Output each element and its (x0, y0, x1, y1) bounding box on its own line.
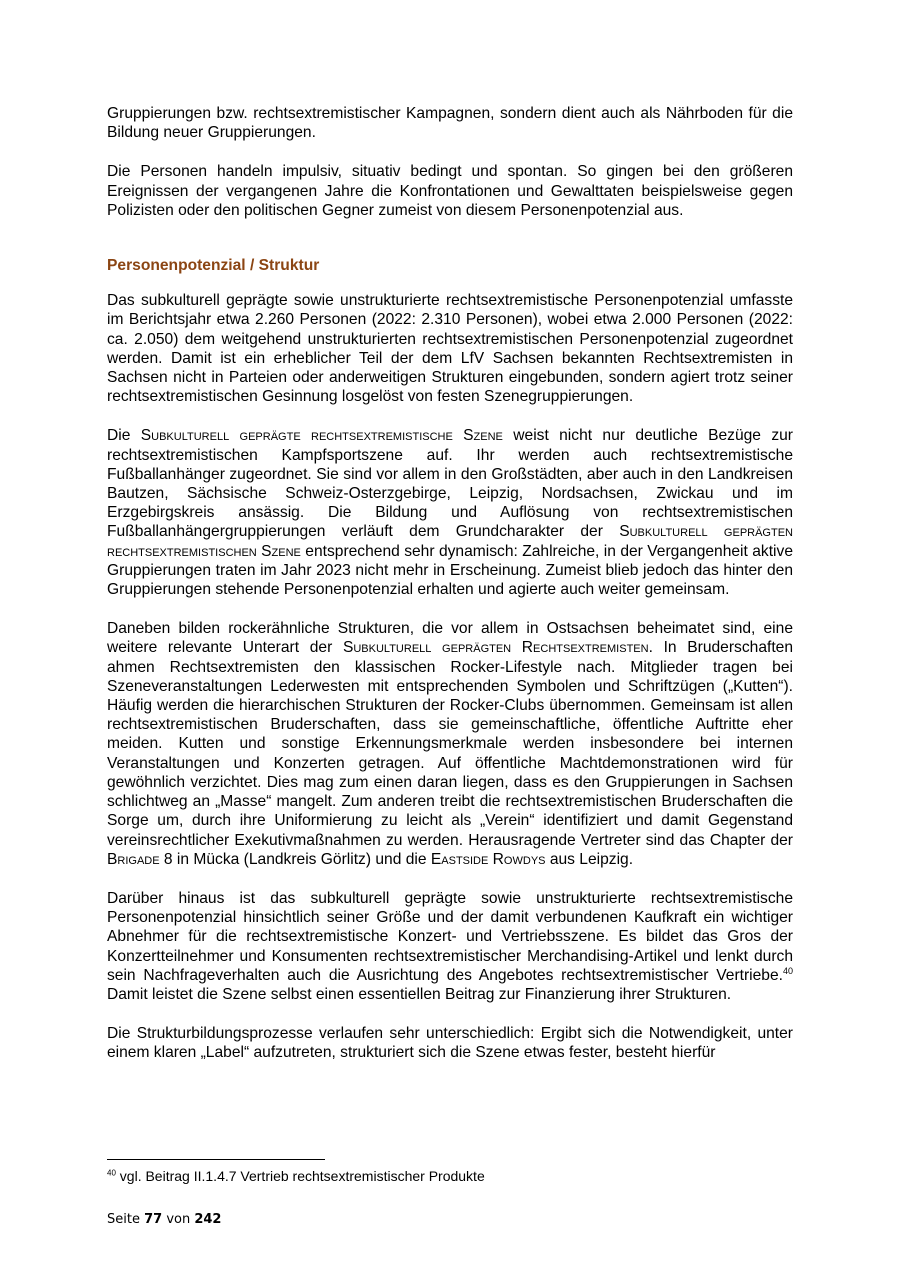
paragraph-5-text: Daneben bilden rockerähnliche Strukturen, die vor allem in Ostsachsen beheimatet sind, eine weitere relevante Unterart der (107, 620, 793, 657)
group-name: Brigade 8 (107, 850, 173, 868)
footnote-number: 40 (107, 1168, 116, 1178)
paragraph-6-text: Damit leistet die Szene selbst einen essentiellen Beitrag zur Finanzierung ihrer Strukturen. (107, 985, 732, 1003)
scene-term: Subkulturell geprägte rechtsextremistische Szene (140, 427, 503, 445)
paragraph-5-text: aus Leipzig. (545, 850, 634, 868)
page-label: Seite (107, 1212, 145, 1227)
paragraph-4-text: Die (107, 427, 141, 445)
current-page: 77 (144, 1212, 163, 1227)
paragraph-1: Gruppierungen bzw. rechtsextremistischer Kampagnen, sondern dient auch als Nährboden für die Bildung neuer Gruppierungen. (107, 105, 793, 142)
footnote-divider (107, 1159, 325, 1160)
paragraph-4-text: entsprechend sehr dynamisch: Zahlreiche, in der Vergangenheit aktive Gruppierungen traten im Jahr 2023 nicht mehr in Erscheinung. Zumeist blieb jedoch das hinter den Gruppierungen stehende Personenpotenzial erhalten und agierte auch weiter gemeinsam. (107, 542, 793, 599)
paragraph-3: Das subkulturell geprägte sowie unstrukturierte rechtsextremistische Personenpotenzial umfasste im Berichtsjahr etwa 2.260 Personen (2022: 2.310 Personen), wobei etwa 2.000 Personen (2022: ca. 2.050) dem weitgehend unstrukturierten rechtsextremistischen Personenpotenzial zugeordnet werden. Damit ist ein erheblicher Teil der dem LfV Sachsen bekannten Rechtsextremisten in Sachsen nicht in Parteien oder anderweitigen Strukturen eingebunden, sondern agiert trotz seiner rechtsextremistischen Gesinnung losgelöst von festen Szenegruppierungen. (107, 292, 793, 406)
footnote-reference[interactable]: 40 (782, 965, 793, 976)
paragraph-4 (107, 426, 793, 599)
footnote (107, 1167, 793, 1185)
paragraph-2: Die Personen handeln impulsiv, situativ bedingt und spontan. So gingen bei den größeren Ereignissen der vergangenen Jahre die Konfrontationen und Gewalttaten beispielsweise gegen Polizisten oder den politischen Gegner zumeist von diesem Personenpotenzial aus. (107, 163, 793, 219)
group-name: Eastside Rowdys (430, 850, 546, 868)
paragraph-5 (107, 619, 793, 869)
paragraph-7: Die Strukturbildungsprozesse verlaufen sehr unterschiedlich: Ergibt sich die Notwendigkeit, unter einem klaren „Label“ aufzutreten, strukturiert sich die Szene etwas fester, besteht hierfür (107, 1025, 793, 1062)
paragraph-6-text: Darüber hinaus ist das subkulturell geprägte sowie unstrukturierte rechtsextremistische Personenpotenzial hinsichtlich seiner Größe und der damit verbundenen Kaufkraft ein wichtiger Abnehmer für die rechtsextremistische Konzert- und Vertriebsszene. Es bildet das Gros der Konzertteilnehmer und Konsumenten rechtsextremistischer Merchandising-Artikel und lenkt durch sein Nachfrageverhalten auch die Ausrichtung des Angebotes rechtsextremistischer Vertriebe. (107, 889, 793, 984)
paragraph-4-text: weist nicht nur deutliche Bezüge zur rechtsextremistischen Kampfsportszene auf. Ihr werden auch rechtsextremistische Fußballanhänger zugeordnet. Sie sind vor allem in den Großstädten, aber auch in den Landkreisen Bautzen, Sächsische Schweiz-Osterzgebirge, Leipzig, Nordsachsen, Zwickau und im Erzgebirgskreis ansässig. Die Bildung und Auflösung von rechtsextremistischen Fußballanhängergruppierungen verläuft dem Grundcharakter der (107, 427, 793, 541)
scene-term: Subkulturell geprägten Rechtsextremisten (342, 639, 649, 657)
paragraph-5-text: in Mücka (Landkreis Görlitz) und die (172, 850, 431, 868)
page-separator: von (162, 1212, 195, 1227)
document-body (107, 104, 793, 1083)
paragraph-6 (107, 889, 793, 1004)
scene-term: Subkulturell geprägten rechtsextremistischen Szene (107, 523, 793, 560)
footnote-text: vgl. Beitrag II.1.4.7 Vertrieb rechtsextremistischer Produkte (115, 1168, 485, 1184)
paragraph-5-text: . In Bruderschaften ahmen Rechtsextremisten den klassischen Rocker-Lifestyle nach. Mitglieder tragen bei Szeneveranstaltungen Lederwesten mit entsprechenden Symbolen und Schriftzügen („Kutten“). Häufig werden die hierarchischen Strukturen der Rocker-Clubs übernommen. Gemeinsam ist allen rechtsextremistischen Bruderschaften, dass sie gemeinschaftliche, öffentliche Auftritte eher meiden. Kutten und sonstige Erkennungsmerkmale werden insbesondere bei internen Veranstaltungen und Konzerten getragen. Auf öffentliche Machtdemonstrationen wird für gewöhnlich verzichtet. Dies mag zum einen daran liegen, dass es den Gruppierungen in Sachsen schlichtweg an „Masse“ mangelt. Zum anderen treibt die rechtsextremistischen Bruderschaften die Sorge um, durch ihre Uniformierung zu leicht als „Verein“ identifiziert und damit Gegenstand vereinsrechtlicher Exekutivmaßnahmen zu werden. Herausragende Vertreter sind das Chapter der (107, 639, 793, 849)
page-number (107, 1211, 221, 1229)
section-heading: Personenpotenzial / Struktur (107, 257, 320, 275)
total-pages: 242 (194, 1212, 222, 1227)
